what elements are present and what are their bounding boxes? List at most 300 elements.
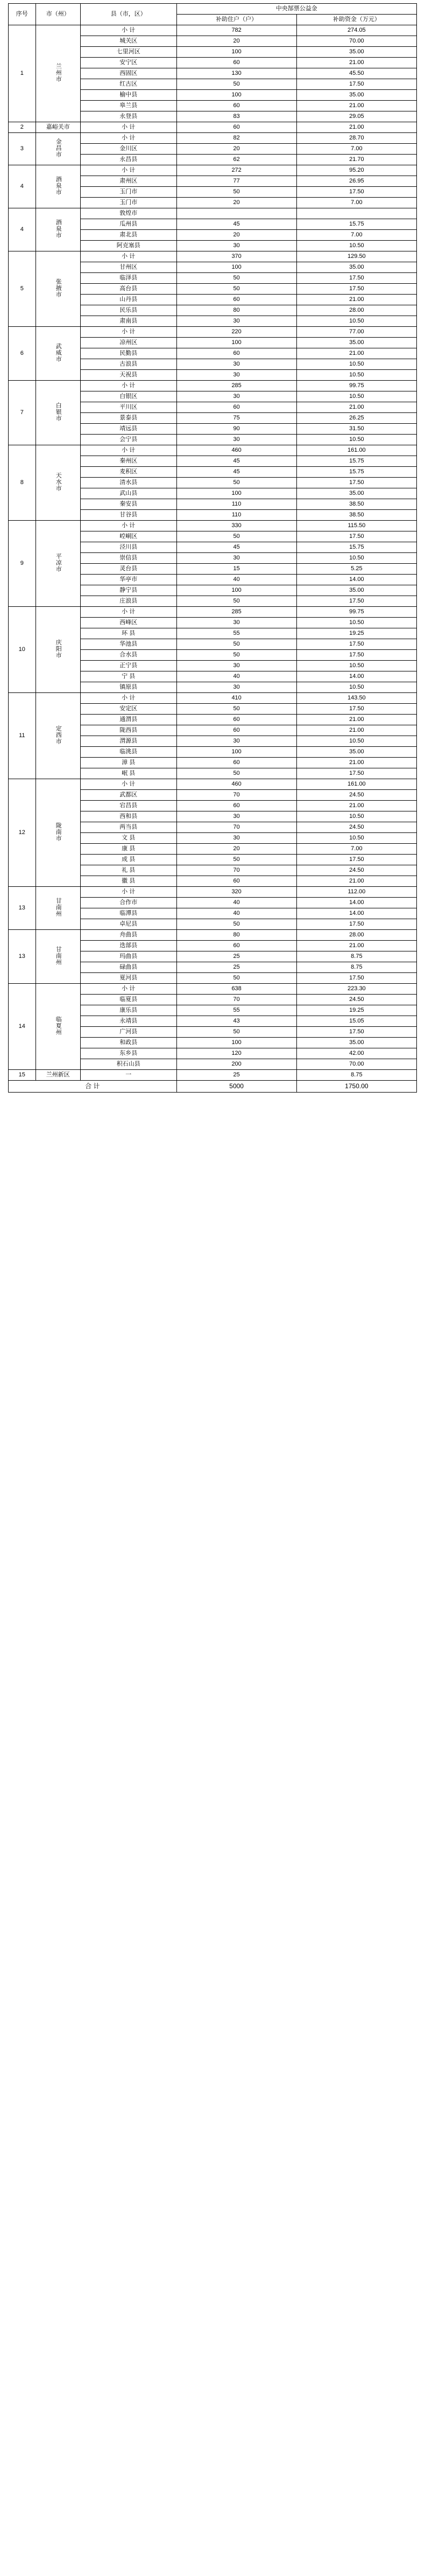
money-value: 21.00 xyxy=(296,725,416,736)
county-name: 静宁县 xyxy=(80,585,176,596)
county-name: 康乐县 xyxy=(80,1005,176,1016)
total-money: 1750.00 xyxy=(296,1081,416,1093)
county-name: 崆峒区 xyxy=(80,531,176,542)
county-name: 玛曲县 xyxy=(80,951,176,962)
row-index: 8 xyxy=(9,445,36,521)
houses-value: 80 xyxy=(176,305,296,316)
table-row xyxy=(9,607,417,618)
houses-value: 80 xyxy=(176,930,296,941)
table-row xyxy=(9,208,417,219)
money-value: 42.00 xyxy=(296,1048,416,1059)
houses-value: 20 xyxy=(176,198,296,208)
houses-value: 20 xyxy=(176,36,296,47)
money-value: 38.50 xyxy=(296,499,416,510)
money-value: 17.50 xyxy=(296,79,416,90)
county-name: 古浪县 xyxy=(80,359,176,370)
table-foot xyxy=(9,1081,417,1093)
houses-value: 30 xyxy=(176,391,296,402)
county-name: 积石山县 xyxy=(80,1059,176,1070)
money-value: 14.00 xyxy=(296,671,416,682)
houses-value: 60 xyxy=(176,122,296,133)
houses-value: 45 xyxy=(176,467,296,478)
col-header-group: 中央郜票公益金 xyxy=(176,4,417,15)
money-value: 26.25 xyxy=(296,413,416,424)
houses-value: 25 xyxy=(176,1070,296,1081)
houses-value: 110 xyxy=(176,499,296,510)
houses-value: 460 xyxy=(176,779,296,790)
houses-value: 50 xyxy=(176,768,296,779)
city-name xyxy=(36,984,80,1070)
houses-value: 272 xyxy=(176,165,296,176)
houses-value: 50 xyxy=(176,919,296,930)
houses-value: 83 xyxy=(176,111,296,122)
money-value: 28.70 xyxy=(296,133,416,144)
county-name: 漳 县 xyxy=(80,758,176,768)
money-value: 10.50 xyxy=(296,370,416,381)
subtotal-label: 小 计 xyxy=(80,779,176,790)
city-name-text: 酒泉市 xyxy=(55,176,62,195)
city-name xyxy=(36,779,80,887)
row-index: 2 xyxy=(9,122,36,133)
money-value: 10.50 xyxy=(296,316,416,327)
houses-value: 45 xyxy=(176,542,296,553)
city-name xyxy=(36,381,80,445)
houses-value: 100 xyxy=(176,1038,296,1048)
city-name-text: 武威市 xyxy=(55,342,62,362)
money-value: 70.00 xyxy=(296,36,416,47)
houses-value: 285 xyxy=(176,607,296,618)
money-value: 15.05 xyxy=(296,1016,416,1027)
county-name: 红古区 xyxy=(80,79,176,90)
row-index: 13 xyxy=(9,887,36,930)
county-name: 合作市 xyxy=(80,898,176,908)
money-value: 35.00 xyxy=(296,488,416,499)
money-value: 21.00 xyxy=(296,348,416,359)
money-value: 17.50 xyxy=(296,919,416,930)
money-value: 8.75 xyxy=(296,1070,416,1081)
houses-value: 30 xyxy=(176,241,296,251)
subtotal-label: 小 计 xyxy=(80,165,176,176)
money-value: 35.00 xyxy=(296,747,416,758)
money-value: 21.00 xyxy=(296,876,416,887)
houses-value: 20 xyxy=(176,230,296,241)
county-name: 城关区 xyxy=(80,36,176,47)
money-value: 15.75 xyxy=(296,456,416,467)
county-name: 两当县 xyxy=(80,822,176,833)
county-name: 岷 县 xyxy=(80,768,176,779)
county-name: 阿克塞县 xyxy=(80,241,176,251)
county-name: 泾川县 xyxy=(80,542,176,553)
county-name: 七里河区 xyxy=(80,47,176,58)
city-name-text: 兰州市 xyxy=(55,62,62,82)
county-name: 甘州区 xyxy=(80,262,176,273)
houses-value: 20 xyxy=(176,144,296,155)
money-value: 28.00 xyxy=(296,305,416,316)
money-value: 45.50 xyxy=(296,68,416,79)
table-row xyxy=(9,122,417,133)
county-name: 临洮县 xyxy=(80,747,176,758)
money-value: 19.25 xyxy=(296,1005,416,1016)
city-name xyxy=(36,1070,80,1081)
row-index: 4 xyxy=(9,165,36,208)
county-name: 西和县 xyxy=(80,811,176,822)
houses-value: 55 xyxy=(176,628,296,639)
county-name: 正宁县 xyxy=(80,661,176,671)
table-row xyxy=(9,133,417,144)
city-name xyxy=(36,165,80,208)
col-header-money: 补助资金（万元） xyxy=(296,15,416,25)
houses-value: 330 xyxy=(176,521,296,531)
col-header-city: 市（州） xyxy=(36,4,80,25)
houses-value: 45 xyxy=(176,219,296,230)
houses-value: 638 xyxy=(176,984,296,995)
houses-value: 75 xyxy=(176,413,296,424)
money-value: 7.00 xyxy=(296,198,416,208)
houses-value: 50 xyxy=(176,284,296,295)
county-name: 玉门市 xyxy=(80,198,176,208)
houses-value: 90 xyxy=(176,424,296,435)
subtotal-label: 小 计 xyxy=(80,122,176,133)
houses-value: 30 xyxy=(176,370,296,381)
county-name: 西峰区 xyxy=(80,618,176,628)
county-name: 西固区 xyxy=(80,68,176,79)
money-value: 17.50 xyxy=(296,273,416,284)
city-name xyxy=(36,122,80,133)
houses-value: 50 xyxy=(176,478,296,488)
money-value: 161.00 xyxy=(296,779,416,790)
county-name: 通渭县 xyxy=(80,715,176,725)
houses-value: 45 xyxy=(176,456,296,467)
table-head xyxy=(9,4,417,25)
row-index: 1 xyxy=(9,25,36,122)
houses-value: 60 xyxy=(176,101,296,111)
county-name: 秦州区 xyxy=(80,456,176,467)
city-name-text: 天水市 xyxy=(55,472,62,492)
money-value: 21.00 xyxy=(296,941,416,951)
houses-value: 100 xyxy=(176,747,296,758)
table-row xyxy=(9,521,417,531)
houses-value: 30 xyxy=(176,811,296,822)
county-name: 安定区 xyxy=(80,704,176,715)
table-row xyxy=(9,693,417,704)
county-name: 敦煌市 xyxy=(80,208,176,219)
city-name-text: 平凉市 xyxy=(55,552,62,572)
county-name: 庄浪县 xyxy=(80,596,176,607)
money-value: 21.00 xyxy=(296,295,416,305)
houses-value: 50 xyxy=(176,639,296,650)
money-value: 14.00 xyxy=(296,575,416,585)
houses-value: 50 xyxy=(176,855,296,865)
county-name: 瓜州县 xyxy=(80,219,176,230)
houses-value: 100 xyxy=(176,338,296,348)
money-value: 17.50 xyxy=(296,284,416,295)
county-name: 碌曲县 xyxy=(80,962,176,973)
money-value: 24.50 xyxy=(296,790,416,801)
money-value: 35.00 xyxy=(296,585,416,596)
county-name: 和政县 xyxy=(80,1038,176,1048)
row-index: 12 xyxy=(9,779,36,887)
houses-value: 25 xyxy=(176,951,296,962)
county-name: 永靖县 xyxy=(80,1016,176,1027)
city-name-text: 张掖市 xyxy=(55,278,62,298)
subtotal-label: 小 计 xyxy=(80,887,176,898)
city-name xyxy=(36,887,80,930)
city-name xyxy=(36,930,80,984)
city-name-text: 临夏州 xyxy=(55,1016,62,1035)
row-index: 3 xyxy=(9,133,36,165)
city-name-text: 嘉峪关市 xyxy=(46,124,70,131)
houses-value: 200 xyxy=(176,1059,296,1070)
houses-value xyxy=(176,208,296,219)
houses-value: 50 xyxy=(176,596,296,607)
city-name xyxy=(36,133,80,165)
houses-value: 60 xyxy=(176,941,296,951)
city-name xyxy=(36,25,80,122)
houses-value: 30 xyxy=(176,359,296,370)
city-name xyxy=(36,607,80,693)
table-row xyxy=(9,1070,417,1081)
county-name: 安宁区 xyxy=(80,58,176,68)
city-name xyxy=(36,208,80,251)
table-row xyxy=(9,25,417,36)
houses-value: 30 xyxy=(176,661,296,671)
money-value: 143.50 xyxy=(296,693,416,704)
subtotal-label: 小 计 xyxy=(80,445,176,456)
table-row xyxy=(9,251,417,262)
money-value: 99.75 xyxy=(296,607,416,618)
county-name: 临潭县 xyxy=(80,908,176,919)
money-value: 24.50 xyxy=(296,822,416,833)
houses-value: 782 xyxy=(176,25,296,36)
row-index: 5 xyxy=(9,251,36,327)
county-name: 文 县 xyxy=(80,833,176,844)
city-name-text: 陇南市 xyxy=(55,822,62,842)
county-name: 肃南县 xyxy=(80,316,176,327)
row-index: 4 xyxy=(9,208,36,251)
subtotal-label: 小 计 xyxy=(80,607,176,618)
houses-value: 25 xyxy=(176,962,296,973)
county-name: 镇原县 xyxy=(80,682,176,693)
city-name-text: 白银市 xyxy=(55,402,62,422)
money-value: 274.05 xyxy=(296,25,416,36)
houses-value: 100 xyxy=(176,488,296,499)
money-value: 35.00 xyxy=(296,47,416,58)
county-name: 麦积区 xyxy=(80,467,176,478)
money-value: 10.50 xyxy=(296,618,416,628)
money-value: 17.50 xyxy=(296,639,416,650)
money-value: 24.50 xyxy=(296,865,416,876)
houses-value: 410 xyxy=(176,693,296,704)
houses-value: 130 xyxy=(176,68,296,79)
houses-value: 100 xyxy=(176,90,296,101)
county-name: 成 县 xyxy=(80,855,176,865)
money-value: 15.75 xyxy=(296,467,416,478)
city-name xyxy=(36,693,80,779)
county-name: 会宁县 xyxy=(80,435,176,445)
houses-value: 370 xyxy=(176,251,296,262)
money-value: 24.50 xyxy=(296,995,416,1005)
houses-value: 100 xyxy=(176,47,296,58)
money-value: 99.75 xyxy=(296,381,416,391)
money-value: 17.50 xyxy=(296,973,416,984)
row-index: 15 xyxy=(9,1070,36,1081)
houses-value: 70 xyxy=(176,865,296,876)
county-name: 华池县 xyxy=(80,639,176,650)
city-name-text: 酒泉市 xyxy=(55,219,62,239)
money-value: 28.00 xyxy=(296,930,416,941)
city-name xyxy=(36,327,80,381)
county-name: 宁 县 xyxy=(80,671,176,682)
row-index: 7 xyxy=(9,381,36,445)
houses-value: 77 xyxy=(176,176,296,187)
houses-value: 30 xyxy=(176,736,296,747)
houses-value: 50 xyxy=(176,650,296,661)
row-index: 9 xyxy=(9,521,36,607)
row-index: 13 xyxy=(9,930,36,984)
table-row xyxy=(9,984,417,995)
county-name: 合水县 xyxy=(80,650,176,661)
money-value: 17.50 xyxy=(296,187,416,198)
county-name: 肃州区 xyxy=(80,176,176,187)
table-row xyxy=(9,381,417,391)
houses-value: 460 xyxy=(176,445,296,456)
county-name: 陇西县 xyxy=(80,725,176,736)
houses-value: 40 xyxy=(176,898,296,908)
houses-value: 43 xyxy=(176,1016,296,1027)
money-value: 10.50 xyxy=(296,553,416,564)
county-name: 秦安县 xyxy=(80,499,176,510)
houses-value: 30 xyxy=(176,553,296,564)
county-name: 金川区 xyxy=(80,144,176,155)
row-index: 14 xyxy=(9,984,36,1070)
houses-value: 40 xyxy=(176,671,296,682)
county-name: 永登县 xyxy=(80,111,176,122)
houses-value: 100 xyxy=(176,585,296,596)
row-index: 6 xyxy=(9,327,36,381)
table-row xyxy=(9,930,417,941)
county-name: 舟曲县 xyxy=(80,930,176,941)
money-value: 10.50 xyxy=(296,736,416,747)
money-value xyxy=(296,208,416,219)
money-value: 21.00 xyxy=(296,58,416,68)
table-row xyxy=(9,327,417,338)
money-value: 7.00 xyxy=(296,144,416,155)
houses-value: 70 xyxy=(176,790,296,801)
money-value: 31.50 xyxy=(296,424,416,435)
county-name: 山丹县 xyxy=(80,295,176,305)
subtotal-label: 小 计 xyxy=(80,693,176,704)
houses-value: 60 xyxy=(176,348,296,359)
money-value: 35.00 xyxy=(296,262,416,273)
money-value: 29.05 xyxy=(296,111,416,122)
money-value: 17.50 xyxy=(296,1027,416,1038)
money-value: 115.50 xyxy=(296,521,416,531)
county-name: 康 县 xyxy=(80,844,176,855)
houses-value: 285 xyxy=(176,381,296,391)
county-name: 徽 县 xyxy=(80,876,176,887)
county-name: 肃北县 xyxy=(80,230,176,241)
houses-value: 110 xyxy=(176,510,296,521)
money-value: 10.50 xyxy=(296,241,416,251)
money-value: 21.00 xyxy=(296,122,416,133)
county-name: 民勤县 xyxy=(80,348,176,359)
houses-value: 50 xyxy=(176,187,296,198)
money-value: 7.00 xyxy=(296,230,416,241)
money-value: 17.50 xyxy=(296,596,416,607)
money-value: 19.25 xyxy=(296,628,416,639)
houses-value: 30 xyxy=(176,618,296,628)
money-value: 10.50 xyxy=(296,435,416,445)
money-value: 10.50 xyxy=(296,682,416,693)
money-value: 17.50 xyxy=(296,478,416,488)
houses-value: 15 xyxy=(176,564,296,575)
money-value: 10.50 xyxy=(296,391,416,402)
total-row xyxy=(9,1081,417,1093)
houses-value: 50 xyxy=(176,1027,296,1038)
money-value: 38.50 xyxy=(296,510,416,521)
houses-value: 30 xyxy=(176,833,296,844)
houses-value: 60 xyxy=(176,295,296,305)
houses-value: 60 xyxy=(176,801,296,811)
city-name-text: 金昌市 xyxy=(55,138,62,158)
houses-value: 30 xyxy=(176,316,296,327)
money-value: 35.00 xyxy=(296,1038,416,1048)
houses-value: 120 xyxy=(176,1048,296,1059)
houses-value: 50 xyxy=(176,273,296,284)
subtotal-label: 小 计 xyxy=(80,381,176,391)
money-value: 21.00 xyxy=(296,715,416,725)
col-header-houses: 补助住户（户） xyxy=(176,15,296,25)
money-value: 17.50 xyxy=(296,531,416,542)
money-value: 14.00 xyxy=(296,898,416,908)
city-name-text: 定西市 xyxy=(55,725,62,745)
houses-value: 70 xyxy=(176,822,296,833)
money-value: 7.00 xyxy=(296,844,416,855)
money-value: 15.75 xyxy=(296,219,416,230)
houses-value: 50 xyxy=(176,704,296,715)
houses-value: 82 xyxy=(176,133,296,144)
county-name: 崇信县 xyxy=(80,553,176,564)
houses-value: 50 xyxy=(176,531,296,542)
county-name: 临泽县 xyxy=(80,273,176,284)
money-value: 26.95 xyxy=(296,176,416,187)
col-header-no: 序号 xyxy=(9,4,36,25)
row-index: 11 xyxy=(9,693,36,779)
houses-value: 60 xyxy=(176,758,296,768)
subtotal-label: 小 计 xyxy=(80,25,176,36)
city-name-text: 甘南州 xyxy=(55,946,62,965)
houses-value: 60 xyxy=(176,876,296,887)
subtotal-label: 小 计 xyxy=(80,984,176,995)
document-page xyxy=(0,3,425,1093)
money-value: 21.00 xyxy=(296,758,416,768)
houses-value: 60 xyxy=(176,58,296,68)
county-name: 渭源县 xyxy=(80,736,176,747)
table-body xyxy=(9,25,417,1081)
table-row xyxy=(9,887,417,898)
money-value: 10.50 xyxy=(296,661,416,671)
houses-value: 30 xyxy=(176,682,296,693)
money-value: 17.50 xyxy=(296,650,416,661)
houses-value: 50 xyxy=(176,79,296,90)
subtotal-label: 小 计 xyxy=(80,133,176,144)
money-value: 15.75 xyxy=(296,542,416,553)
county-name: 东乡县 xyxy=(80,1048,176,1059)
money-value: 10.50 xyxy=(296,833,416,844)
county-name: 民乐县 xyxy=(80,305,176,316)
county-name: 凉州区 xyxy=(80,338,176,348)
county-name: 白银区 xyxy=(80,391,176,402)
